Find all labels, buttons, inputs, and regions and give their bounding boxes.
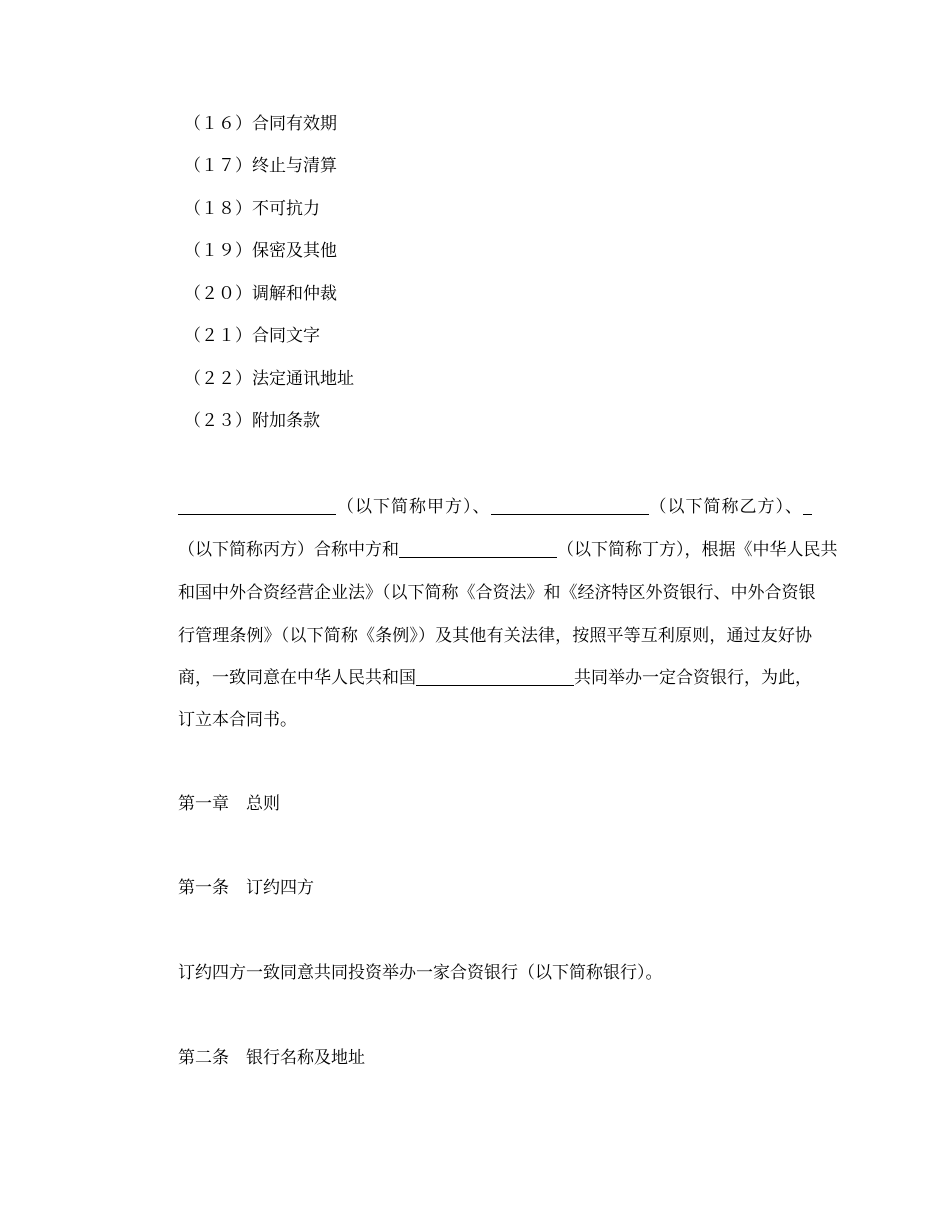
- toc-item: （１９）保密及其他: [184, 241, 337, 261]
- chapter-heading: 第一章 总则: [178, 794, 280, 814]
- text: （以下简称丁方），根据《中华人民共: [557, 540, 838, 560]
- text: 商，一致同意在中华人民共和国: [178, 668, 416, 688]
- preamble-line: 订立本合同书。: [178, 710, 297, 730]
- text: （以下简称甲方）、: [336, 497, 491, 517]
- preamble-line: [178, 496, 812, 518]
- toc-item: （２１）合同文字: [184, 326, 320, 346]
- fill-blank-party-b[interactable]: [491, 496, 649, 515]
- article-heading: 第二条 银行名称及地址: [178, 1048, 365, 1068]
- text: （以下简称乙方）、: [648, 497, 803, 517]
- toc-item: （１７）终止与清算: [184, 156, 337, 176]
- article-body: 订约四方一致同意共同投资举办一家合资银行（以下简称银行）。: [178, 963, 663, 983]
- text: 共同举办一定合资银行，为此，: [574, 668, 812, 688]
- fill-blank-party-a[interactable]: [178, 496, 336, 515]
- fill-blank-location[interactable]: [416, 667, 574, 686]
- fill-blank-party-c[interactable]: [803, 496, 812, 515]
- text: （以下简称丙方）合称中方和: [178, 540, 399, 560]
- preamble-line: [178, 539, 838, 561]
- toc-item: （２０）调解和仲裁: [184, 284, 337, 304]
- fill-blank-party-d[interactable]: [399, 539, 557, 558]
- toc-item: （１６）合同有效期: [184, 114, 337, 134]
- toc-item: （２２）法定通讯地址: [184, 369, 354, 389]
- toc-item: （１８）不可抗力: [184, 199, 320, 219]
- preamble-line: 行管理条例》（以下简称《条例》）及其他有关法律，按照平等互利原则，通过友好协: [178, 626, 812, 646]
- preamble-line: 和国中外合资经营企业法》（以下简称《合资法》和《经济特区外资银行、中外合资银: [178, 583, 816, 603]
- preamble-line: [178, 667, 812, 689]
- toc-item: （２３）附加条款: [184, 411, 320, 431]
- article-heading: 第一条 订约四方: [178, 878, 314, 898]
